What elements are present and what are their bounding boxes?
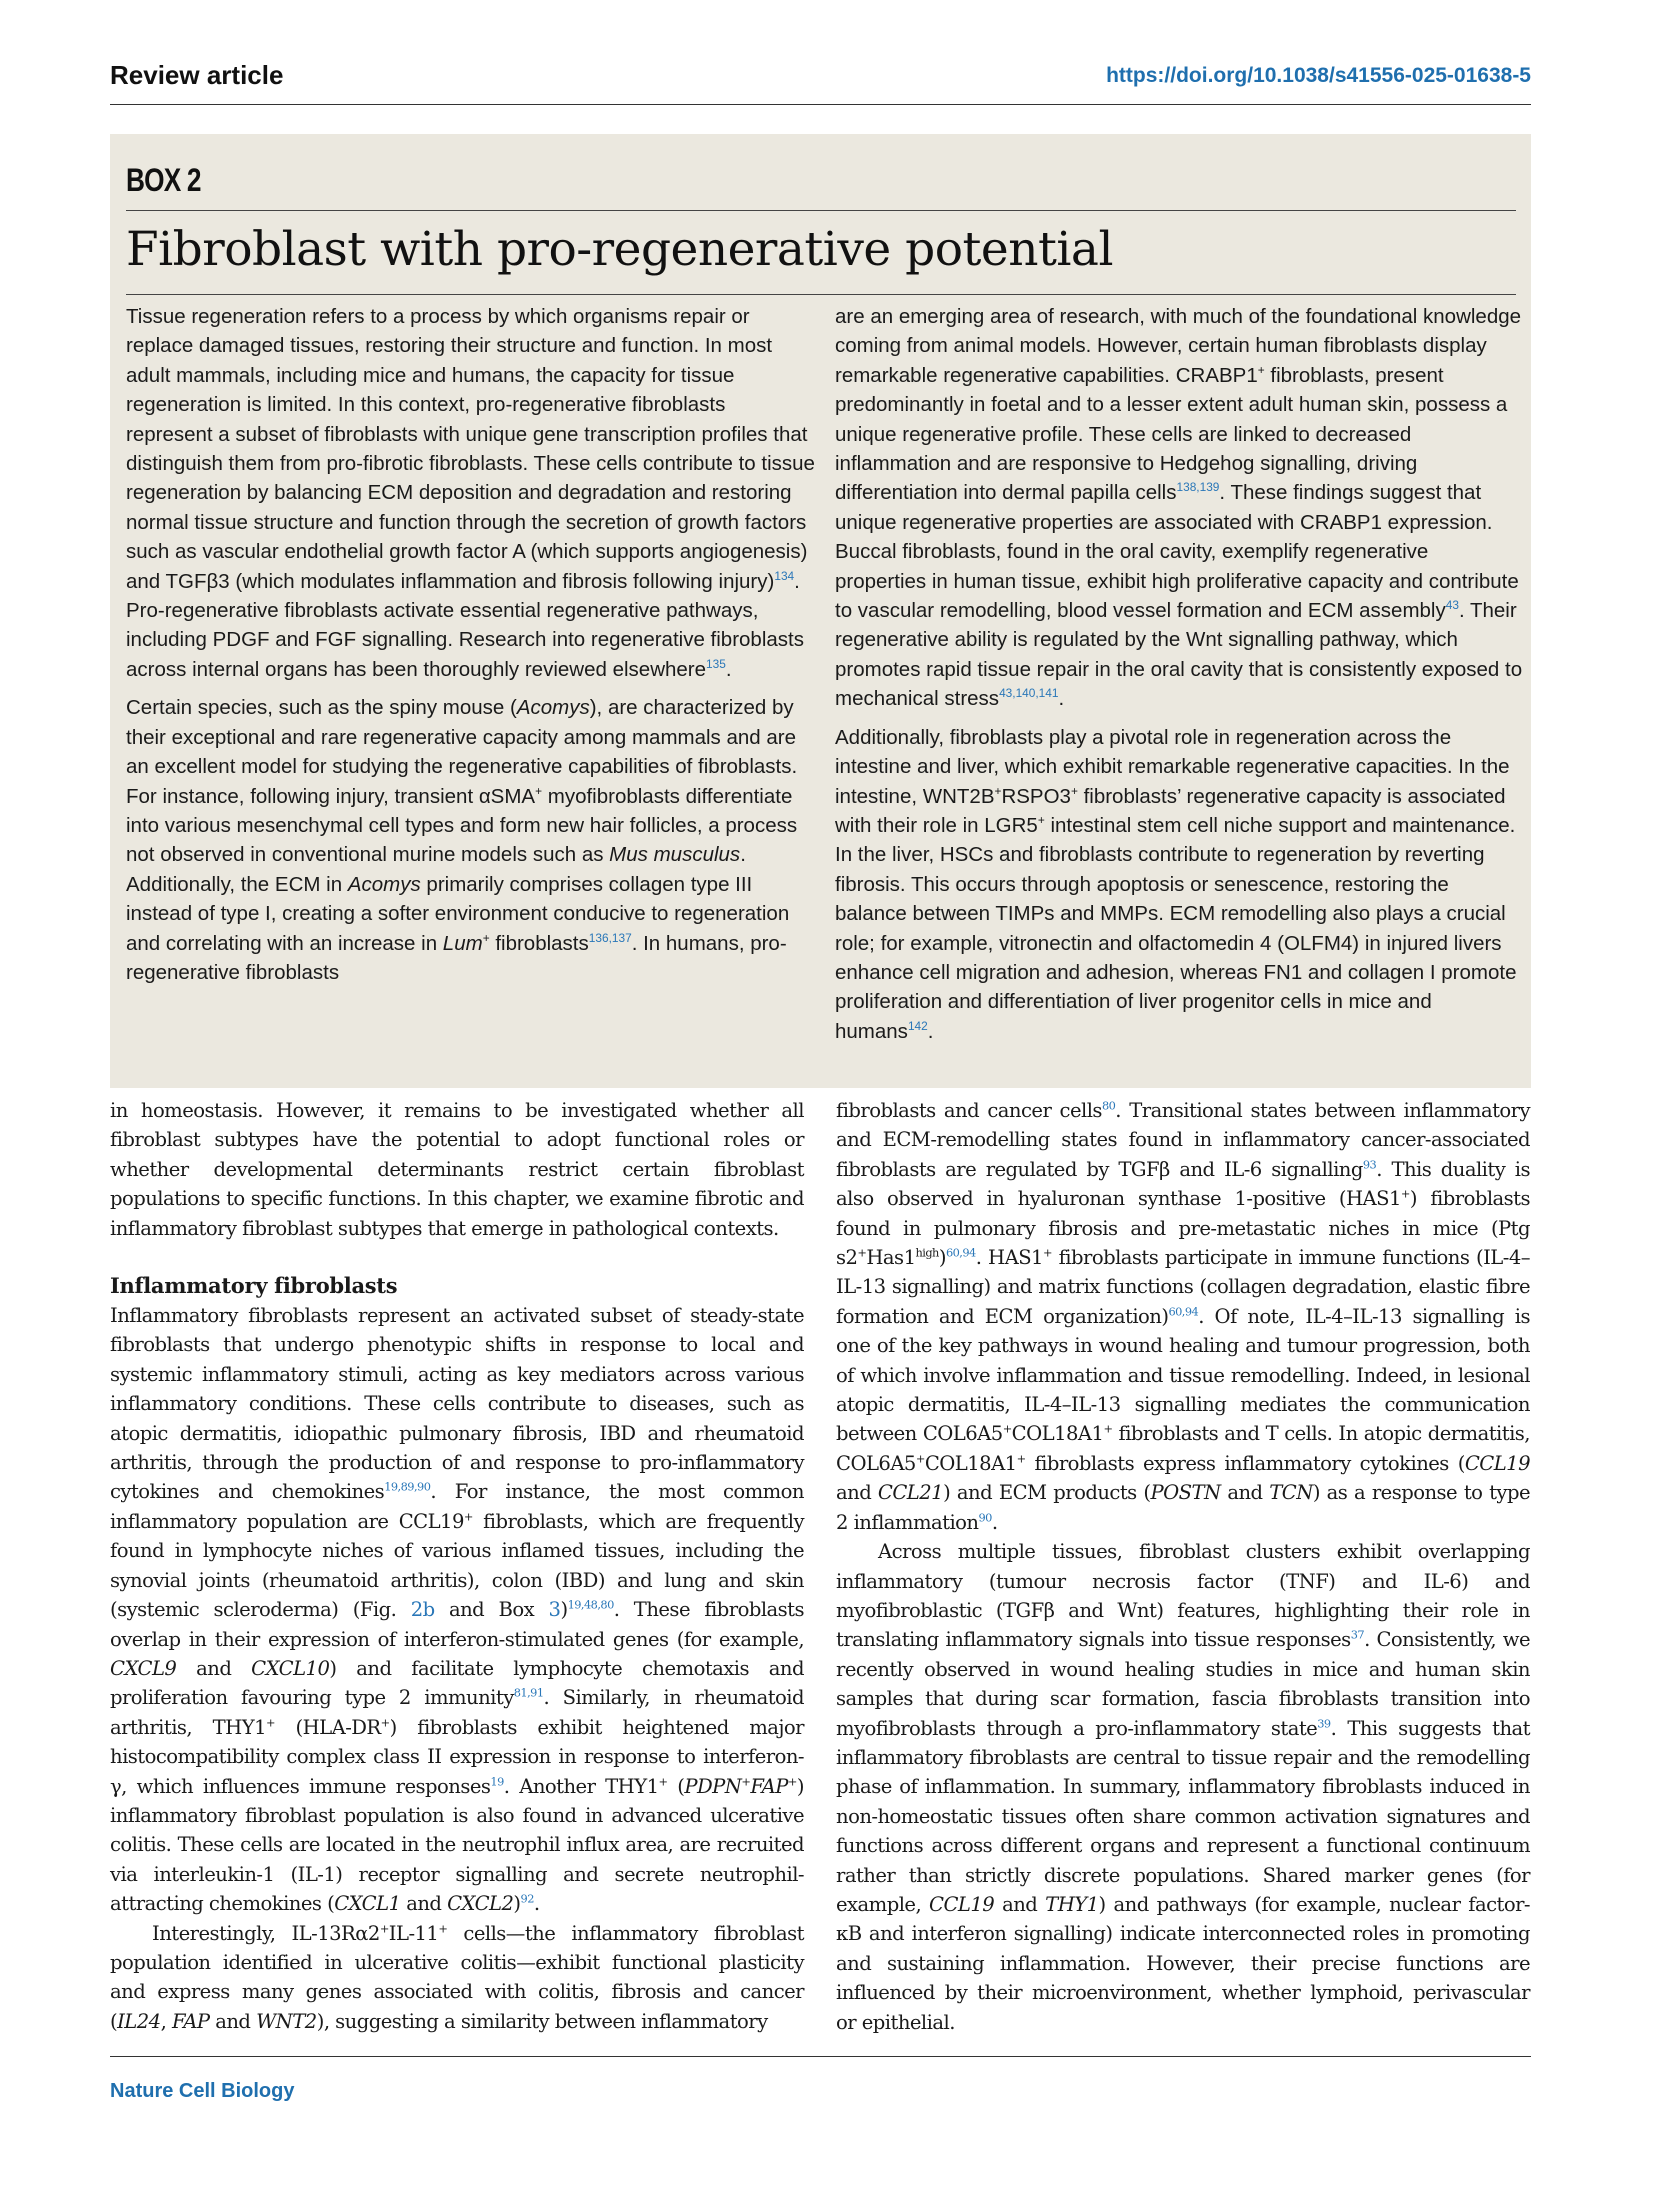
footer-divider xyxy=(110,2056,1531,2057)
reference-link[interactable]: 80 xyxy=(1101,1098,1116,1113)
reference-link[interactable]: 37 xyxy=(1350,1627,1365,1642)
reference-link[interactable]: 39 xyxy=(1317,1716,1331,1730)
box-paragraph: Certain species, such as the spiny mouse (Acomys), are characterized by their exceptional and rare regenerative capacity among mammals and are an excellent model for studying the regenerative capabilities of fibroblasts. For instance, following injury, transient αSMA+ myofibroblasts differentiate into various mesenchymal cell types and form new hair follicles, a process not observed in conventional murine models such as Mus musculus. Additionally, the ECM in Acomys primarily comprises collagen type III instead of type I, creating a softer environment conducive to regeneration and correlating with an increase in Lum+ fibroblasts$^{136,137}$. In humans, pro-regenerative fibroblasts xyxy=(126,696,798,984)
article-type-label: Review article xyxy=(110,60,284,90)
box-left-column xyxy=(126,302,816,996)
body-paragraph: in homeostasis. However, it remains to be investigated whether all fibroblast subtypes have the potential to adopt functional roles or whether developmental determinants restrict certain fibroblast populations to specific functions. In this chapter, we examine fibrotic and inflammatory fibroblast subtypes that emerge in pathological contexts. xyxy=(110,1099,804,1240)
reference-link[interactable]: 90 xyxy=(978,1510,992,1525)
reference-link[interactable]: 19,89,90 xyxy=(384,1479,431,1494)
box-paragraph: Tissue regeneration refers to a process by which organisms repair or replace damaged tissues, restoring their structure and function. In most adult mammals, including mice and humans, the capacity for tissue regeneration is limited. In this context, pro-regenerative fibroblasts represent a subset of fibroblasts with unique gene transcription profiles that distinguish them from pro-fibrotic fibroblasts. These cells contribute to tissue regeneration by balancing ECM deposition and degradation and restoring normal tissue structure and function through the secretion of growth factors such as vascular endothelial growth factor A (which supports angiogenesis) and TGFβ3 (which modulates inflammation and fibrosis following injury)$^{134}$. Pro-regenerative fibroblasts activate essential regenerative pathways, including PDGF and FGF signalling. Research into regenerative fibroblasts across internal organs has been thoroughly reviewed elsewhere$^{135}$. xyxy=(126,305,815,681)
box-link[interactable]: 3 xyxy=(548,1598,561,1622)
reference-link[interactable]: 135 xyxy=(706,657,726,672)
reference-link[interactable]: 142 xyxy=(907,1018,928,1033)
journal-name: Nature Cell Biology xyxy=(110,2080,295,2102)
reference-link[interactable]: 43 xyxy=(1445,598,1459,613)
body-paragraph: Interestingly, IL-13Rα2+IL-11+ cells—the inflammatory fibroblast population identified in ulcerative colitis—exhibit functional plasticity and express many genes associated with colitis, fibrosis and cancer (IL24, FAP and WNT2), suggesting a similarity between inflammatory xyxy=(110,1921,804,2033)
figure-link[interactable]: 2b xyxy=(410,1598,435,1622)
section-heading: Inflammatory fibroblasts xyxy=(110,1273,398,1299)
reference-link[interactable]: 60,94 xyxy=(1168,1304,1199,1319)
reference-link[interactable]: 19 xyxy=(490,1774,504,1788)
doi-link[interactable]: https://doi.org/10.1038/s41556-025-01638-5 xyxy=(1106,64,1531,87)
body-right-column xyxy=(836,1096,1530,2037)
header-divider xyxy=(110,104,1531,105)
box-paragraph: are an emerging area of research, with much of the foundational knowledge coming from animal models. However, certain human fibroblasts display remarkable regenerative capabilities. CRABP1+ fibroblasts, present predominantly in foetal and to a lesser extent adult human skin, possess a unique regenerative profile. These cells are linked to decreased inflammation and are responsive to Hedgehog signalling, driving differentiation into dermal papilla cells$^{138,139}$. These findings suggest that unique regenerative properties are associated with CRABP1 expression. Buccal fibroblasts, found in the oral cavity, exemplify regenerative properties in human tissue, exhibit high proliferative capacity and contribute to vascular remodelling, blood vessel formation and ECM assembly$^{43}$. Their regenerative ability is regulated by the Wnt signalling pathway, which promotes rapid tissue repair in the oral cavity that is consistently exposed to mechanical stress$^{43,140,141}$. xyxy=(835,305,1523,711)
box-panel xyxy=(110,134,1531,1088)
reference-link[interactable]: 19,48,80 xyxy=(567,1597,614,1612)
body-left-column xyxy=(110,1096,804,2036)
box-right-column xyxy=(835,302,1525,1055)
box-label: BOX 2 xyxy=(126,162,201,198)
box-top-divider xyxy=(126,210,1516,211)
reference-link[interactable]: 134 xyxy=(774,568,795,583)
reference-link[interactable]: 93 xyxy=(1362,1157,1377,1172)
body-paragraph: Across multiple tissues, fibroblast clusters exhibit overlapping inflammatory (tumour necrosis factor (TNF) and IL-6) and myofibroblastic (TGFβ and Wnt) features, highlighting their role in translating inflammatory signals into tissue responses$^{37}$. Consistently, we recently observed in wound healing studies in mice and human skin samples that during scar formation, fascia fibroblasts transition into myofibroblasts through a pro-inflammatory state$^{39}$. This suggests that inflammatory fibroblasts are central to tissue repair and the remodelling phase of inflammation. In summary, inflammatory fibroblasts induced in non-homeostatic tissues often share common activation signatures and functions across different organs and represent a functional continuum rather than strictly discrete populations. Shared marker genes (for example, CCL19 and THY1) and pathways (for example, nuclear factor-κB and interferon signalling) indicate interconnected roles in promoting and sustaining inflammation. However, their precise functions are influenced by their microenvironment, whether lymphoid, perivascular or epithelial. xyxy=(836,1540,1531,2034)
box-title-divider xyxy=(126,294,1516,295)
reference-link[interactable]: 136,137 xyxy=(588,930,632,945)
box-paragraph: Additionally, fibroblasts play a pivotal role in regeneration across the intestine and liver, which exhibit remarkable regenerative capacities. In the intestine, WNT2B+RSPO3+ fibroblasts’ regenerative capacity is associated with their role in LGR5+ intestinal stem cell niche support and maintenance. In the liver, HSCs and fibroblasts contribute to regeneration by reverting fibrosis. This occurs through apoptosis or senescence, restoring the balance between TIMPs and MMPs. ECM remodelling also plays a crucial role; for example, vitronectin and olfactomedin 4 (OLFM4) in injured livers enhance cell migration and adhesion, whereas FN1 and collagen I promote proliferation and differentiation of liver progenitor cells in mice and humans$^{142}$. xyxy=(835,725,1517,1043)
reference-link[interactable]: 92 xyxy=(520,1891,534,1906)
reference-link[interactable]: 43,140,141 xyxy=(999,686,1059,701)
body-paragraph: Inflammatory fibroblasts represent an activated subset of steady-state fibroblasts that undergo phenotypic shifts in response to local and systemic inflammatory stimuli, acting as key mediators across various inflammatory conditions. These cells contribute to diseases, such as atopic dermatitis, idiopathic pulmonary fibrosis, IBD and rheumatoid arthritis, through the production of and response to pro-inflammatory cytokines and chemokines$^{19,89,90}$. For instance, the most common inflammatory population are CCL19+ fibroblasts, which are frequently found in lymphocyte niches of various inflamed tissues, including the synovial joints (rheumatoid arthritis), colon (IBD) and lung and skin (systemic scleroderma) (Fig. 2b and Box 3)$^{19,48,80}$. These fibroblasts overlap in their expression of interferon-stimulated genes (for example, CXCL9 and CXCL10) and facilitate lymphocyte chemotaxis and proliferation favouring type 2 immunity$^{81,91}$. Similarly, in rheumatoid arthritis, THY1+ (HLA-DR+) fibroblasts exhibit heightened major histocompatibility complex class II expression in response to interferon-γ, which influences immune responses$^{19}$. Another THY1+ (PDPN+FAP+) inflammatory fibroblast population is also found in advanced ulcerative colitis. These cells are located in the neutrophil influx area, are recruited via interleukin-1 (IL-1) receptor signalling and secrete neutrophil-attracting chemokines (CXCL1 and CXCL2)$^{92}$. xyxy=(110,1304,805,1916)
reference-link[interactable]: 60,94 xyxy=(945,1245,976,1260)
body-paragraph: fibroblasts and cancer cells$^{80}$. Transitional states between inflammatory and ECM-remodelling states found in inflammatory cancer-associated fibroblasts are regulated by TGFβ and IL-6 signalling$^{93}$. This duality is also observed in hyaluronan synthase 1-positive (HAS1+) fibroblasts found in pulmonary fibrosis and pre-metastatic niches in mice (Ptg $s2^+Has1^{high})^{60,94}$. HAS1+ fibroblasts participate in immune functions (IL-4–IL-13 signalling) and matrix functions (collagen degradation, elastic fibre formation and ECM organization)$^{60,94}$. Of note, IL-4–IL-13 signalling is one of the key pathways in wound healing and tumour progression, both of which involve inflammation and tissue remodelling. Indeed, in lesional atopic dermatitis, IL-4–IL-13 signalling mediates the communication between COL6A5+COL18A1+ fibroblasts and T cells. In atopic dermatitis, COL6A5+COL18A1+ fibroblasts express inflammatory cytokines (CCL19 and CCL21) and ECM products (POSTN and TCN) as a response to type 2 inflammation$^{90}$. xyxy=(836,1098,1531,1534)
reference-link[interactable]: 138,139 xyxy=(1176,480,1220,495)
box-title: Fibroblast with pro-regenerative potential xyxy=(126,222,1113,277)
reference-link[interactable]: 81,91 xyxy=(513,1685,544,1700)
